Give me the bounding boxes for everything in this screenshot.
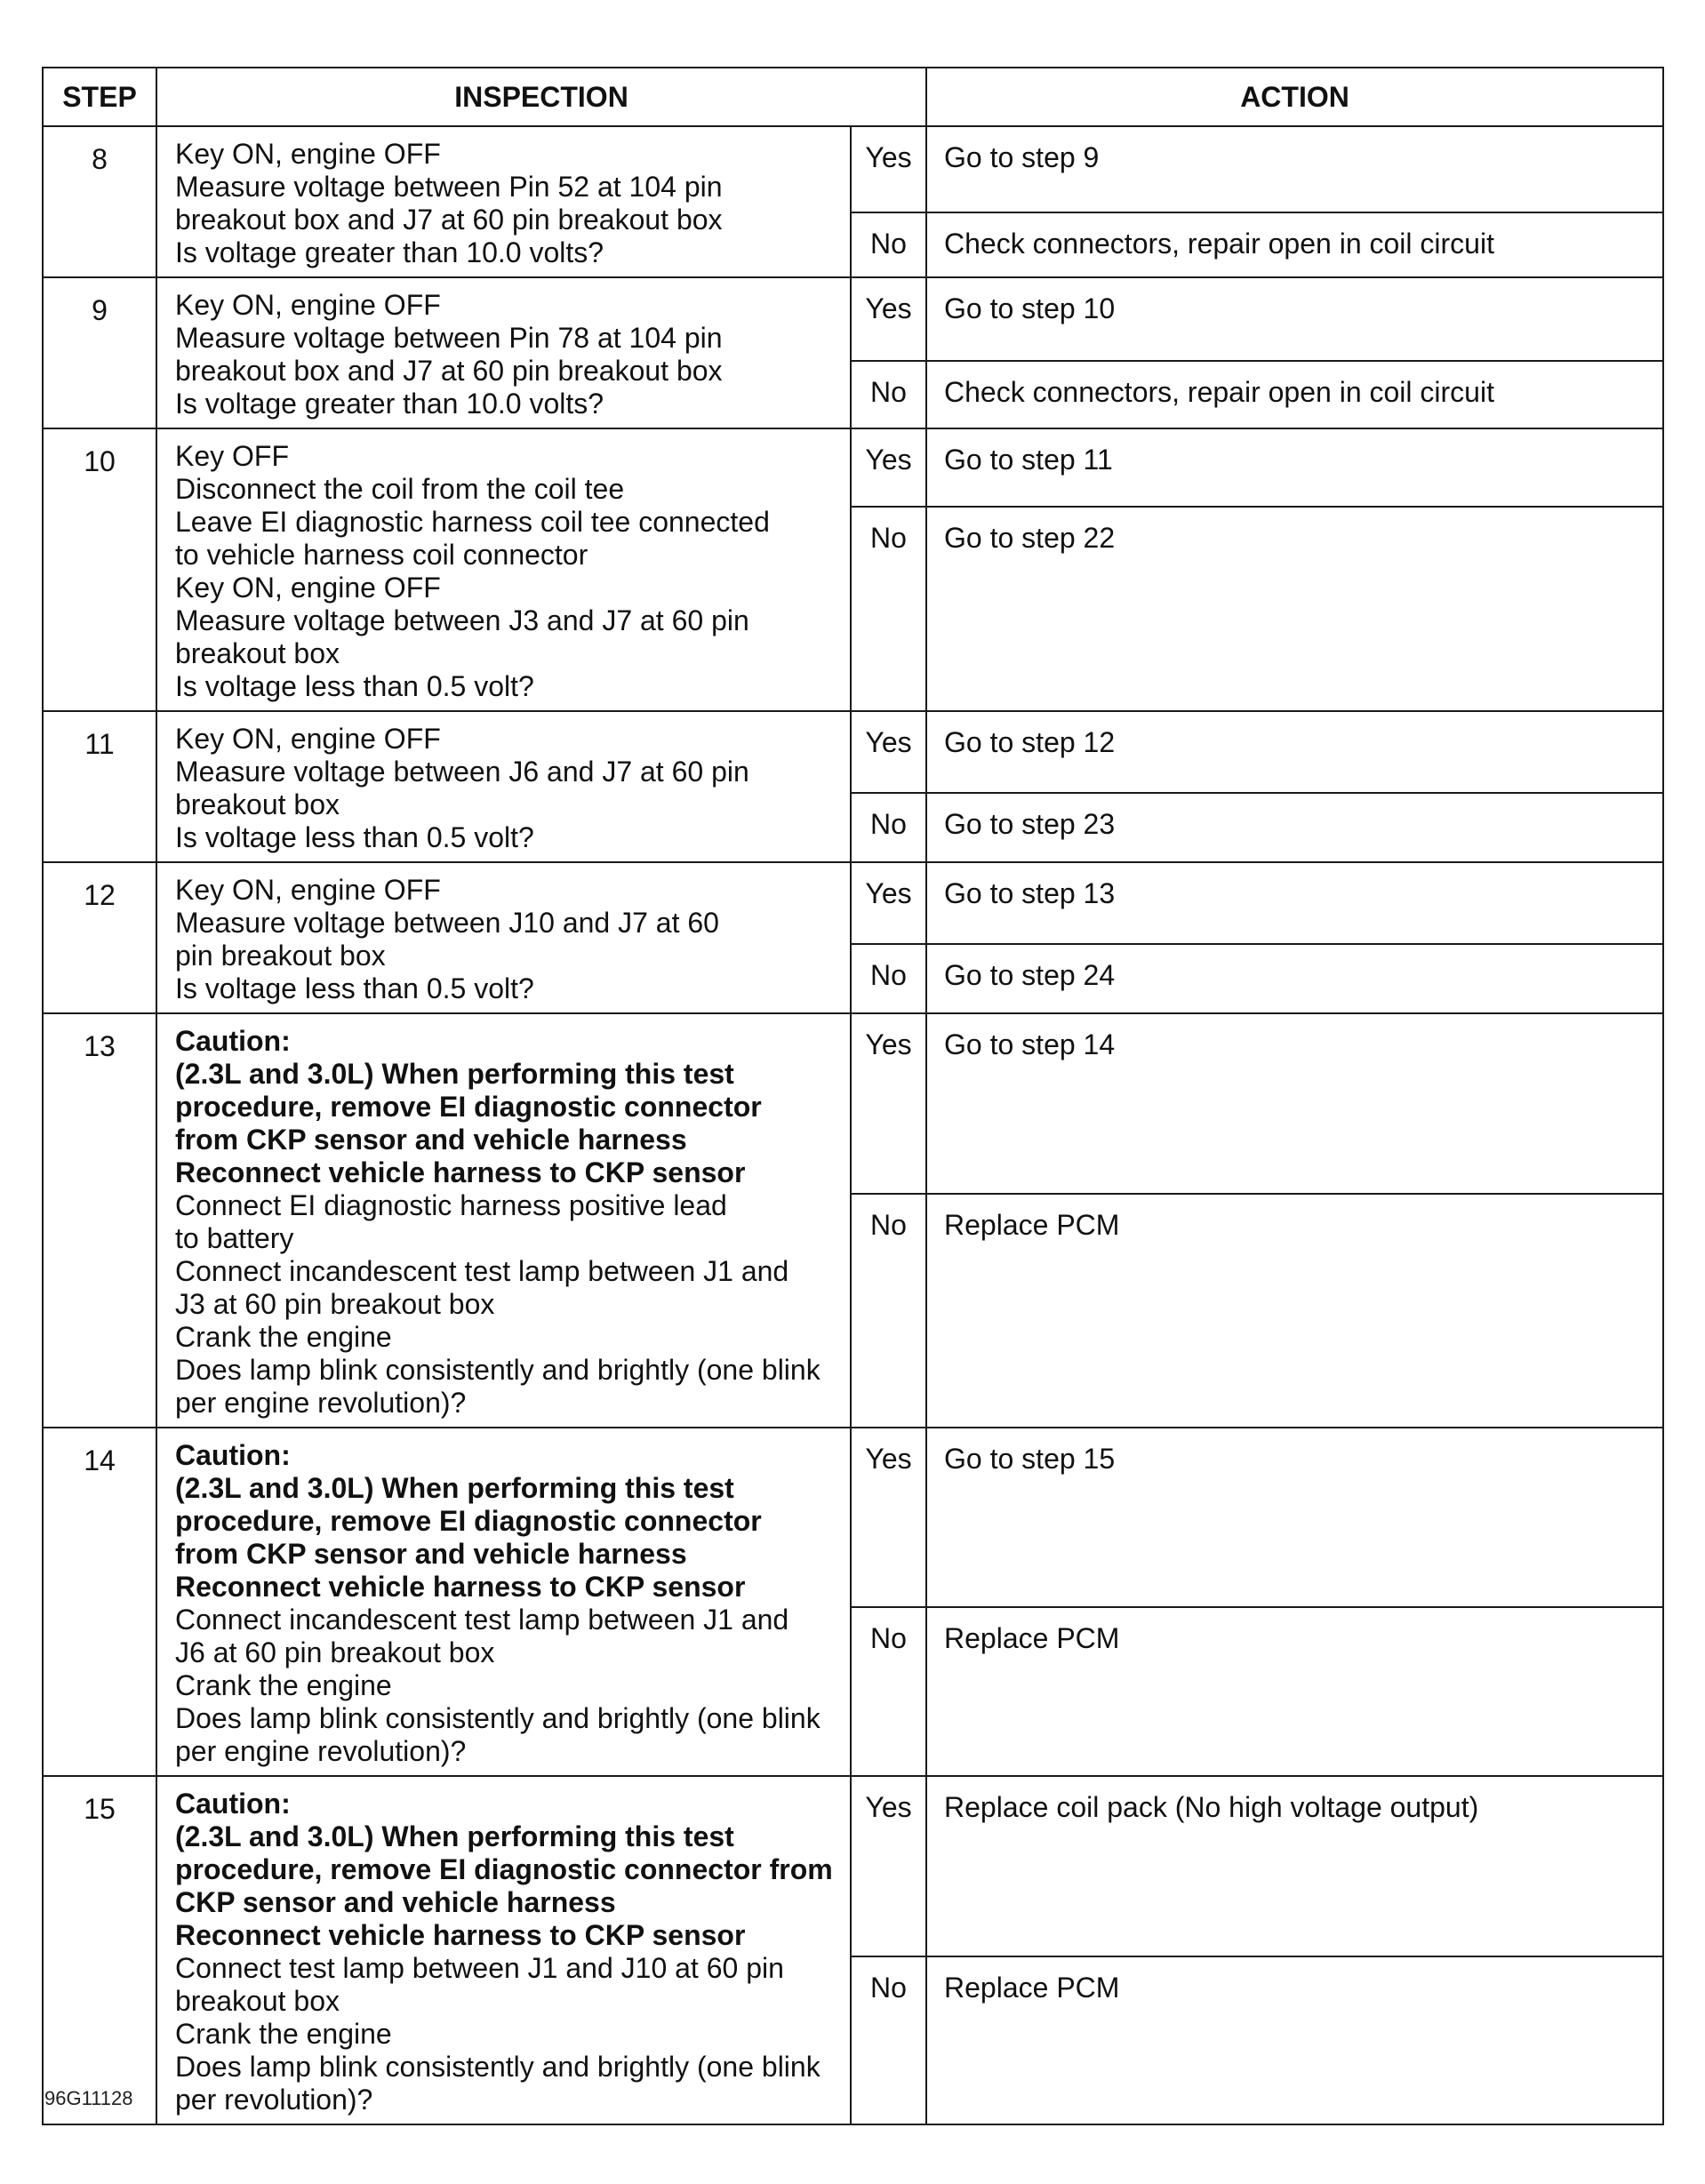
inspection-line: pin breakout box <box>175 940 386 972</box>
no-action: Replace PCM <box>926 1607 1663 1776</box>
inspection-cell <box>156 1013 851 1428</box>
diagnostic-procedure-table <box>42 67 1664 2125</box>
inspection-line: Key ON, engine OFF <box>175 723 441 755</box>
step-number: 10 <box>43 428 156 711</box>
inspection-line: Disconnect the coil from the coil tee <box>175 473 625 505</box>
inspection-line: Key ON, engine OFF <box>175 138 441 170</box>
caution-line: (2.3L and 3.0L) When performing this test <box>175 1820 734 1852</box>
yes-action: Go to step 11 <box>926 428 1663 507</box>
inspection-line: Key ON, engine OFF <box>175 289 441 321</box>
no-action: Check connectors, repair open in coil circuit <box>926 212 1663 277</box>
inspection-line: Connect EI diagnostic harness positive lead <box>175 1189 727 1221</box>
step-number: 13 <box>43 1013 156 1428</box>
header-inspection: INSPECTION <box>156 68 926 126</box>
caution-line: (2.3L and 3.0L) When performing this test <box>175 1058 734 1090</box>
no-label: No <box>851 1607 926 1776</box>
no-label: No <box>851 944 926 1013</box>
caution-line: from CKP sensor and vehicle harness <box>175 1124 687 1156</box>
step-number: 8 <box>43 126 156 277</box>
inspection-line: breakout box <box>175 637 340 669</box>
no-label: No <box>851 361 926 428</box>
no-action: Go to step 23 <box>926 793 1663 862</box>
caution-line: Reconnect vehicle harness to CKP sensor <box>175 1156 746 1188</box>
inspection-line: Is voltage less than 0.5 volt? <box>175 670 534 702</box>
no-label: No <box>851 1194 926 1428</box>
table-row <box>43 711 1663 793</box>
inspection-line: Measure voltage between J6 and J7 at 60 pin <box>175 756 749 788</box>
inspection-line: Does lamp blink consistently and brightly (one blink <box>175 1702 820 1734</box>
caution-line: Reconnect vehicle harness to CKP sensor <box>175 1919 746 1951</box>
inspection-line: Is voltage greater than 10.0 volts? <box>175 388 604 420</box>
table-row <box>43 428 1663 507</box>
inspection-line: breakout box <box>175 788 340 820</box>
no-label: No <box>851 793 926 862</box>
header-step: STEP <box>43 68 156 126</box>
inspection-line: to vehicle harness coil connector <box>175 539 588 571</box>
inspection-line: breakout box and J7 at 60 pin breakout box <box>175 204 723 236</box>
caution-line: CKP sensor and vehicle harness <box>175 1886 616 1918</box>
inspection-line: per engine revolution)? <box>175 1735 467 1767</box>
caution-line: from CKP sensor and vehicle harness <box>175 1538 687 1570</box>
step-number: 15 <box>43 1776 156 2124</box>
table-header-row <box>43 68 1663 126</box>
table-row <box>43 126 1663 212</box>
no-action: Check connectors, repair open in coil circuit <box>926 361 1663 428</box>
yes-label: Yes <box>851 428 926 507</box>
figure-id: 96G11128 <box>44 2087 133 2109</box>
caution-line: Caution: <box>175 1439 291 1471</box>
inspection-line: Connect incandescent test lamp between J1 and <box>175 1255 789 1287</box>
caution-line: (2.3L and 3.0L) When performing this test <box>175 1472 734 1504</box>
inspection-line: Crank the engine <box>175 1669 392 1701</box>
caution-line: Reconnect vehicle harness to CKP sensor <box>175 1571 746 1603</box>
inspection-line: Key ON, engine OFF <box>175 572 441 604</box>
inspection-cell <box>156 126 851 277</box>
table-row <box>43 862 1663 944</box>
inspection-cell <box>156 428 851 711</box>
step-number: 11 <box>43 711 156 862</box>
step-number: 9 <box>43 277 156 428</box>
inspection-line: Connect incandescent test lamp between J1 and <box>175 1604 789 1636</box>
no-action: Replace PCM <box>926 1956 1663 2124</box>
inspection-line: Is voltage less than 0.5 volt? <box>175 972 534 1004</box>
yes-action: Go to step 9 <box>926 126 1663 212</box>
inspection-line: Leave EI diagnostic harness coil tee connected <box>175 506 770 538</box>
yes-label: Yes <box>851 862 926 944</box>
no-label: No <box>851 1956 926 2124</box>
table-body <box>43 126 1663 2124</box>
yes-label: Yes <box>851 1776 926 1956</box>
inspection-cell <box>156 1776 851 2124</box>
table-row <box>43 1776 1663 1956</box>
inspection-line: per revolution)? <box>175 2084 373 2116</box>
no-action: Go to step 24 <box>926 944 1663 1013</box>
table-row <box>43 277 1663 361</box>
inspection-line: Measure voltage between J10 and J7 at 60 <box>175 907 719 939</box>
inspection-cell <box>156 277 851 428</box>
caution-line: procedure, remove EI diagnostic connector <box>175 1505 762 1537</box>
table-row <box>43 1428 1663 1607</box>
caution-line: Caution: <box>175 1025 291 1057</box>
no-action: Replace PCM <box>926 1194 1663 1428</box>
yes-label: Yes <box>851 1013 926 1194</box>
inspection-line: Measure voltage between Pin 78 at 104 pin <box>175 322 723 354</box>
inspection-line: Is voltage less than 0.5 volt? <box>175 821 534 853</box>
inspection-line: Crank the engine <box>175 1321 392 1353</box>
inspection-cell <box>156 862 851 1013</box>
inspection-line: per engine revolution)? <box>175 1387 467 1419</box>
caution-line: Caution: <box>175 1788 291 1820</box>
step-number: 12 <box>43 862 156 1013</box>
yes-label: Yes <box>851 126 926 212</box>
step-number: 14 <box>43 1428 156 1776</box>
inspection-line: Crank the engine <box>175 2018 392 2050</box>
caution-line: procedure, remove EI diagnostic connector <box>175 1091 762 1123</box>
no-action: Go to step 22 <box>926 507 1663 711</box>
yes-action: Replace coil pack (No high voltage output) <box>926 1776 1663 1956</box>
yes-action: Go to step 14 <box>926 1013 1663 1194</box>
no-label: No <box>851 212 926 277</box>
no-label: No <box>851 507 926 711</box>
inspection-line: Key OFF <box>175 440 290 472</box>
inspection-line: to battery <box>175 1222 294 1254</box>
yes-label: Yes <box>851 1428 926 1607</box>
caution-line: procedure, remove EI diagnostic connector from <box>175 1853 833 1885</box>
inspection-line: Is voltage greater than 10.0 volts? <box>175 236 604 268</box>
yes-action: Go to step 15 <box>926 1428 1663 1607</box>
yes-action: Go to step 12 <box>926 711 1663 793</box>
inspection-line: breakout box and J7 at 60 pin breakout box <box>175 355 723 387</box>
inspection-line: Measure voltage between Pin 52 at 104 pin <box>175 171 723 203</box>
inspection-line: Connect test lamp between J1 and J10 at 60 pin <box>175 1952 784 1984</box>
inspection-line: breakout box <box>175 1985 340 2017</box>
inspection-cell <box>156 1428 851 1776</box>
inspection-line: J3 at 60 pin breakout box <box>175 1288 495 1320</box>
yes-label: Yes <box>851 711 926 793</box>
inspection-cell <box>156 711 851 862</box>
inspection-line: J6 at 60 pin breakout box <box>175 1636 495 1668</box>
yes-label: Yes <box>851 277 926 361</box>
inspection-line: Measure voltage between J3 and J7 at 60 pin <box>175 604 749 636</box>
inspection-line: Does lamp blink consistently and brightly (one blink <box>175 1354 820 1386</box>
yes-action: Go to step 10 <box>926 277 1663 361</box>
yes-action: Go to step 13 <box>926 862 1663 944</box>
header-action: ACTION <box>926 68 1663 126</box>
inspection-line: Key ON, engine OFF <box>175 874 441 906</box>
inspection-line: Does lamp blink consistently and brightly (one blink <box>175 2051 820 2083</box>
table-row <box>43 1013 1663 1194</box>
